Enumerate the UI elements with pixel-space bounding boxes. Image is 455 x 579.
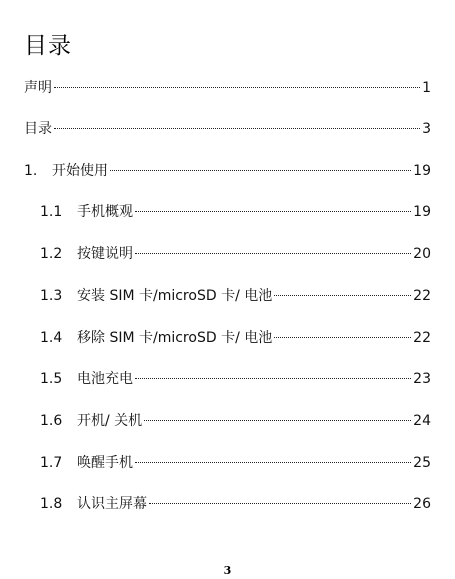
toc-entry-1-6[interactable]	[40, 411, 431, 431]
toc-entry-label: 唤醒手机	[77, 455, 133, 471]
toc-entry-page: 19	[413, 163, 431, 179]
toc-entry-1-5[interactable]	[40, 369, 431, 389]
page-title: 目录	[24, 33, 72, 59]
toc-entry-page: 22	[413, 330, 431, 346]
toc-entry-page: 25	[413, 455, 431, 471]
toc-leader-dots	[54, 87, 420, 88]
toc-leader-dots	[274, 295, 411, 296]
toc-leader-dots	[54, 128, 420, 129]
toc-entry-page: 26	[413, 496, 431, 512]
toc-entry-page: 1	[422, 80, 431, 96]
toc-entry-label: 手机概观	[77, 204, 133, 220]
toc-entry-page: 19	[413, 204, 431, 220]
toc-leader-dots	[135, 378, 411, 379]
toc-leader-dots	[135, 253, 411, 254]
toc-entry-1-7[interactable]	[40, 453, 431, 473]
toc-entry-number: 1.	[24, 163, 38, 179]
toc-leader-dots	[149, 503, 411, 504]
page-number: 3	[223, 564, 232, 577]
toc-entry-1-8[interactable]	[40, 494, 431, 514]
toc-entry-page: 20	[413, 246, 431, 262]
toc-entry-label: 安装 SIM 卡/microSD 卡/ 电池	[77, 288, 273, 304]
toc-entry-label: 认识主屏幕	[77, 496, 147, 512]
toc-entry-page: 22	[413, 288, 431, 304]
toc-leader-dots	[135, 462, 411, 463]
toc-entry-label: 电池充电	[77, 371, 133, 387]
toc-entry-label: 按键说明	[77, 246, 133, 262]
toc-entry-1-3[interactable]	[40, 286, 431, 306]
toc-entry-1-2[interactable]	[40, 244, 431, 264]
toc-entry-number: 1.2	[40, 246, 63, 262]
toc-entry-number: 1.4	[40, 330, 63, 346]
toc-entry-1-1[interactable]	[40, 202, 431, 222]
toc-entry-chapter-1[interactable]	[24, 161, 431, 181]
toc-entry-statement[interactable]	[24, 78, 431, 98]
toc-entry-label: 目录	[24, 121, 52, 137]
toc-entry-number: 1.7	[40, 455, 63, 471]
toc-entry-number: 1.6	[40, 413, 63, 429]
toc-leader-dots	[274, 337, 411, 338]
toc-entry-page: 23	[413, 371, 431, 387]
toc-entry-label: 开机/ 关机	[77, 413, 143, 429]
toc-entry-number: 1.3	[40, 288, 63, 304]
toc-entry-contents[interactable]	[24, 119, 431, 139]
toc-entry-label: 声明	[24, 80, 52, 96]
toc-leader-dots	[135, 211, 411, 212]
toc-entry-page: 24	[413, 413, 431, 429]
toc-entry-number: 1.5	[40, 371, 63, 387]
toc-entry-page: 3	[422, 121, 431, 137]
toc-entry-number: 1.1	[40, 204, 63, 220]
toc-leader-dots	[110, 170, 411, 171]
toc-entry-1-4[interactable]	[40, 328, 431, 348]
toc-entry-number: 1.8	[40, 496, 63, 512]
toc-leader-dots	[144, 420, 411, 421]
toc-entry-label: 开始使用	[52, 163, 108, 179]
toc-entry-label: 移除 SIM 卡/microSD 卡/ 电池	[77, 330, 273, 346]
